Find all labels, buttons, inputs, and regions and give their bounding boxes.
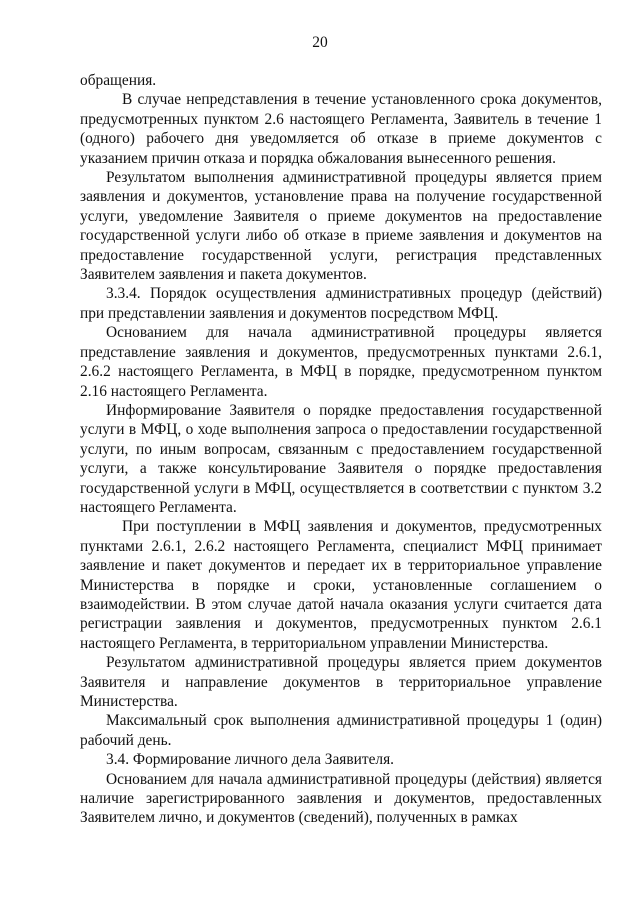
paragraph-mfc-receipt: При поступлении в МФЦ заявления и документов, предусмотренных пунктами 2.6.1, 2.6.2 настоящего Регламента, специалист МФЦ принимает заявление и пакет документов и передает их в территориальное управление Министерства в порядке и сроки, установленные соглашением о взаимодействии. В этом случае датой начала оказания услуги считается дата регистрации заявления и документов, предусмотренных пунктом 2.6.1 настоящего Регламента, в территориальном управлении Министерства. <box>80 518 602 652</box>
paragraph-mfc-result: Результатом административной процедуры является прием документов Заявителя и направление документов в территориальное управление Министерства. <box>80 654 602 710</box>
paragraph-personal-file-basis: Основанием для начала административной процедуры (действия) является наличие зарегистрированного заявления и документов, предоставленных Заявителем лично, и документов (сведений), полученных в рамках <box>80 770 602 827</box>
section-heading-3-3-4: 3.3.4. Порядок осуществления административных процедур (действий) при представлении заявления и документов посредством МФЦ. <box>80 285 602 322</box>
paragraph-procedure-result: Результатом выполнения административной процедуры является прием заявления и документов, установление права на получение государственной услуги, уведомление Заявителя о приеме документов на предоставление государственной услуги либо об отказе в приеме заявления и документов на предоставление государственной услуги, регистрация представленных Заявителем заявления и пакета документов. <box>80 169 602 284</box>
paragraph-nonsubmission-notice: В случае непредставления в течение установленного срока документов, предусмотренных пунктом 2.6 настоящего Регламента, Заявитель в течение 1 (одного) рабочего дня уведомляется об отказе в приеме документов с указанием причин отказа и порядка обжалования вынесенного решения. <box>80 91 602 167</box>
page-number: 20 <box>312 34 328 51</box>
paragraph-informing-applicant: Информирование Заявителя о порядке предоставления государственной услуги в МФЦ, о ходе выполнения запроса о предоставлении государственной услуги, по иным вопросам, связанным с предоставлением государственной услуги, а также консультирование Заявителя о порядке предоставления государственной услуги в МФЦ, осуществляется в соответствии с пунктом 3.2 настоящего Регламента. <box>80 401 602 516</box>
paragraph-max-duration: Максимальный срок выполнения административной процедуры 1 (один) рабочий день. <box>80 712 602 749</box>
section-heading-3-4: 3.4. Формирование личного дела Заявителя. <box>106 751 395 769</box>
document-body <box>80 71 602 828</box>
paragraph-procedure-basis: Основанием для начала административной процедуры является представление заявления и документов, предусмотренных пунктами 2.6.1, 2.6.2 настоящего Регламента, в МФЦ в порядке, предусмотренном пунктом 2.16 настоящего Регламента. <box>80 324 602 400</box>
paragraph-continuation: обращения. <box>80 72 157 89</box>
